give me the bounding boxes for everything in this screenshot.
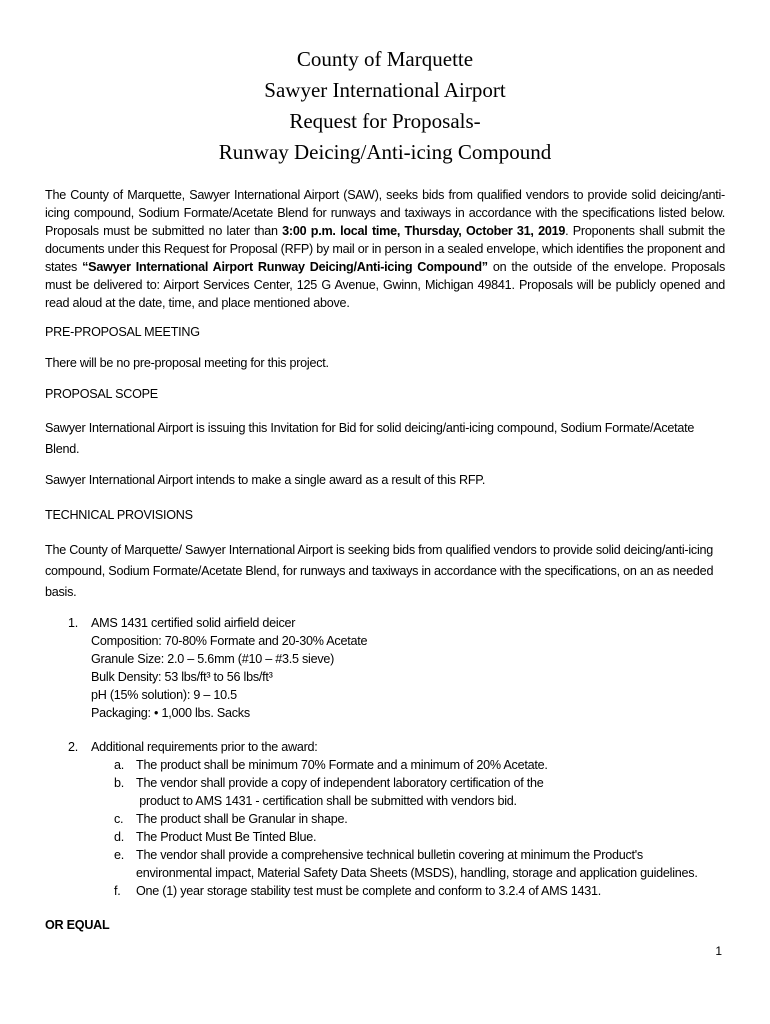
requirement-f: One (1) year storage stability test must be complete and conform to 3.2.4 of AMS 1431. — [136, 884, 602, 898]
requirement-a: The product shall be minimum 70% Formate and a minimum of 20% Acetate. — [136, 758, 548, 772]
subitem-letter-b: b. — [114, 776, 125, 790]
requirement-c: The product shall be Granular in shape. — [136, 812, 348, 826]
proposal-scope-heading: PROPOSAL SCOPE — [45, 387, 158, 401]
title-rfp: Request for Proposals- — [289, 109, 481, 133]
proposal-deadline: 3:00 p.m. local time, Thursday, October 31, 2019 — [282, 224, 566, 238]
requirement-e-line-2: environmental impact, Material Safety Data Sheets (MSDS), handling, storage and application guidelines. — [136, 866, 698, 880]
spec-packaging: Packaging: • 1,000 lbs. Sacks — [91, 706, 250, 720]
spec-certification: AMS 1431 certified solid airfield deicer — [91, 616, 296, 630]
spec-composition: Composition: 70-80% Formate and 20-30% Acetate — [91, 634, 368, 648]
requirement-e-line-1: The vendor shall provide a comprehensive technical bulletin covering at minimum the Product's — [136, 848, 643, 862]
intro-text-2: . Proponents shall submit the documents under this Request for Proposal (RFP) by mail or in person in a sealed envelope, which identifies the proponent and states — [45, 224, 725, 274]
title-airport: Sawyer International Airport — [264, 78, 506, 102]
requirement-d: The Product Must Be Tinted Blue. — [136, 830, 317, 844]
intro-text-1: The County of Marquette, Sawyer International Airport (SAW), seeks bids from qualified vendors to provide solid deicing/anti-icing compound, Sodium Formate/Acetate Blend for runways and taxiways in accordance with the specifications listed below. Proposals must be submitted no later than — [45, 188, 725, 238]
or-equal-label: OR EQUAL — [45, 918, 110, 932]
single-award-text: Sawyer International Airport intends to make a single award as a result of this RFP. — [45, 473, 486, 487]
subitem-letter-c: c. — [114, 812, 124, 826]
document-title — [0, 44, 770, 168]
subitem-letter-a: a. — [114, 758, 125, 772]
intro-paragraph — [45, 186, 725, 312]
spec-bulk-density: Bulk Density: 53 lbs/ft³ to 56 lbs/ft³ — [91, 670, 273, 684]
spec-ph: pH (15% solution): 9 – 10.5 — [91, 688, 237, 702]
title-subject: Runway Deicing/Anti-icing Compound — [218, 140, 552, 164]
technical-provisions-heading: TECHNICAL PROVISIONS — [45, 508, 193, 522]
intro-text-3: on the outside of the envelope. Proposals must be delivered to: Airport Services Center, 125 G Avenue, Gwinn, Michigan 49841. Proposals will be publicly opened and read aloud at the date, time, and place mentioned above. — [45, 260, 725, 310]
pre-proposal-heading: PRE-PROPOSAL MEETING — [45, 325, 200, 339]
spec-granule-size: Granule Size: 2.0 – 5.6mm (#10 – #3.5 sieve) — [91, 652, 335, 666]
requirement-b-line-1: The vendor shall provide a copy of independent laboratory certification of the — [136, 776, 544, 790]
requirement-b-line-2: product to AMS 1431 - certification shall be submitted with vendors bid. — [136, 794, 517, 808]
title-county: County of Marquette — [296, 47, 474, 71]
page-number: 1 — [715, 944, 722, 958]
envelope-label: “Sawyer International Airport Runway Deicing/Anti-icing Compound” — [82, 260, 488, 274]
pre-proposal-text: There will be no pre-proposal meeting for this project. — [45, 356, 329, 370]
subitem-letter-f: f. — [114, 884, 121, 898]
subitem-letter-d: d. — [114, 830, 125, 844]
proposal-scope-text: Sawyer International Airport is issuing this Invitation for Bid for solid deicing/anti-icing compound, Sodium Formate/Acetate Blend. — [45, 421, 695, 456]
item-number-1: 1. — [68, 616, 79, 630]
subitem-letter-e: e. — [114, 848, 125, 862]
item-number-2: 2. — [68, 740, 79, 754]
technical-provisions-text: The County of Marquette/ Sawyer International Airport is seeking bids from qualified vendors to provide solid deicing/anti-icing compound, Sodium Formate/Acetate Blend, for runways and taxiways in accordance with the specifications, on an as needed basis. — [45, 543, 714, 599]
additional-requirements-intro: Additional requirements prior to the award: — [91, 740, 318, 754]
